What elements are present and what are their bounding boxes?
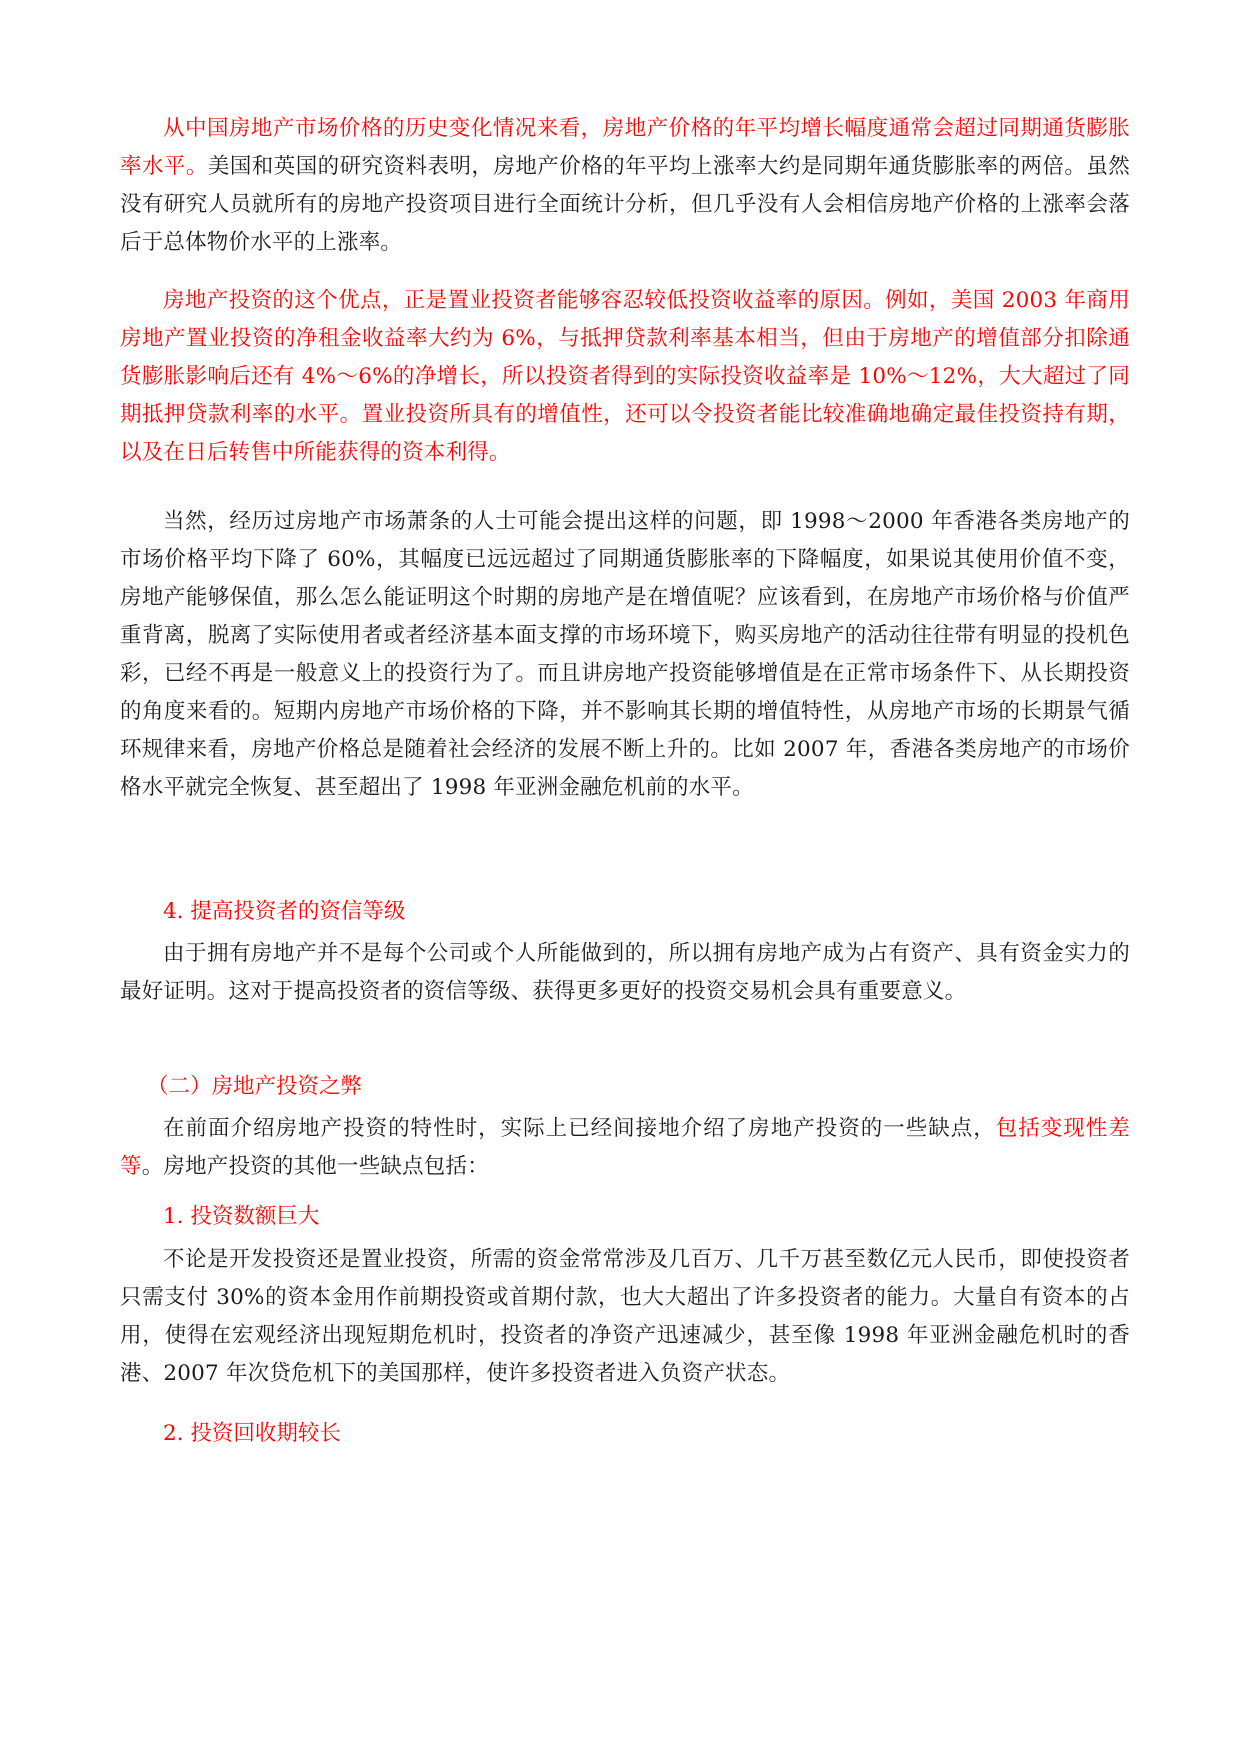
section-heading-long-payback: 2. 投资回收期较长	[163, 1421, 341, 1446]
section-heading-credit-rating: 4. 提高投资者的资信等级	[163, 899, 406, 924]
highlighted-text: 从中国房地产市场价格的历史变化情况来看，房地产价格的年平均增长幅度通常会超过同期通货膨胀率水平。	[120, 116, 1130, 179]
body-text: 。房地产投资的其他一些缺点包括：	[141, 1154, 489, 1179]
body-text: 由于拥有房地产并不是每个公司或个人所能做到的，所以拥有房地产成为占有资产、具有资金实力的最好证明。这对于提高投资者的资信等级、获得更多更好的投资交易机会具有重要意义。	[120, 941, 1130, 1004]
highlighted-text: 包括变现性差等	[120, 1116, 1131, 1179]
body-text: 美国和英国的研究资料表明，房地产价格的年平均上涨率大约是同期年通货膨胀率的两倍。虽然没有研究人员就所有的房地产投资项目进行全面统计分析，但几乎没有人会相信房地产价格的上涨率会落后于总体物价水平的上涨率。	[120, 154, 1130, 255]
highlighted-text: 房地产投资的这个优点，正是置业投资者能够容忍较低投资收益率的原因。例如，美国 2003 年商用房地产置业投资的净租金收益率大约为 6%，与抵押贷款利率基本相当，但由于房地产的增值部分扣除通货膨胀影响后还有 4%～6%的净增长，所以投资者得到的实际投资收益率是 10%～12%，大大超过了同期抵押贷款利率的水平。置业投资所具有的增值性，还可以令投资者能比较准确地确定最佳投资持有期，以及在日后转售中所能获得的资本利得。	[120, 288, 1130, 465]
paragraph-price-growth	[120, 110, 1130, 262]
paragraph-credit-rating	[120, 935, 1130, 1011]
body-text: 在前面介绍房地产投资的特性时，实际上已经间接地介绍了房地产投资的一些缺点，	[163, 1116, 996, 1141]
section-heading-disadvantages: （二）房地产投资之弊	[147, 1074, 363, 1099]
paragraph-disadvantages-intro	[120, 1110, 1130, 1186]
section-heading-large-investment: 1. 投资数额巨大	[163, 1204, 320, 1229]
body-text: 不论是开发投资还是置业投资，所需的资金常常涉及几百万、几千万甚至数亿元人民币，即使投资者只需支付 30%的资本金用作前期投资或首期付款，也大大超出了许多投资者的能力。大量自有资本的占用，使得在宏观经济出现短期危机时，投资者的净资产迅速减少，甚至像 1998 年亚洲金融危机时的香港、2007 年次贷危机下的美国那样，使许多投资者进入负资产状态。	[120, 1247, 1130, 1386]
paragraph-large-investment	[120, 1241, 1130, 1393]
paragraph-appreciation-advantage	[120, 282, 1130, 472]
paragraph-hongkong-example	[120, 503, 1130, 807]
body-text: 当然，经历过房地产市场萧条的人士可能会提出这样的问题，即 1998～2000 年香港各类房地产的市场价格平均下降了 60%，其幅度已远远超过了同期通货膨胀率的下降幅度，如果说其使用价值不变，房地产能够保值，那么怎么能证明这个时期的房地产是在增值呢？应该看到，在房地产市场价格与价值严重背离，脱离了实际使用者或者经济基本面支撑的市场环境下，购买房地产的活动往往带有明显的投机色彩，已经不再是一般意义上的投资行为了。而且讲房地产投资能够增值是在正常市场条件下、从长期投资的角度来看的。短期内房地产市场价格的下降，并不影响其长期的增值特性，从房地产市场的长期景气循环规律来看，房地产价格总是随着社会经济的发展不断上升的。比如 2007 年，香港各类房地产的市场价格水平就完全恢复、甚至超出了 1998 年亚洲金融危机前的水平。	[120, 509, 1130, 800]
